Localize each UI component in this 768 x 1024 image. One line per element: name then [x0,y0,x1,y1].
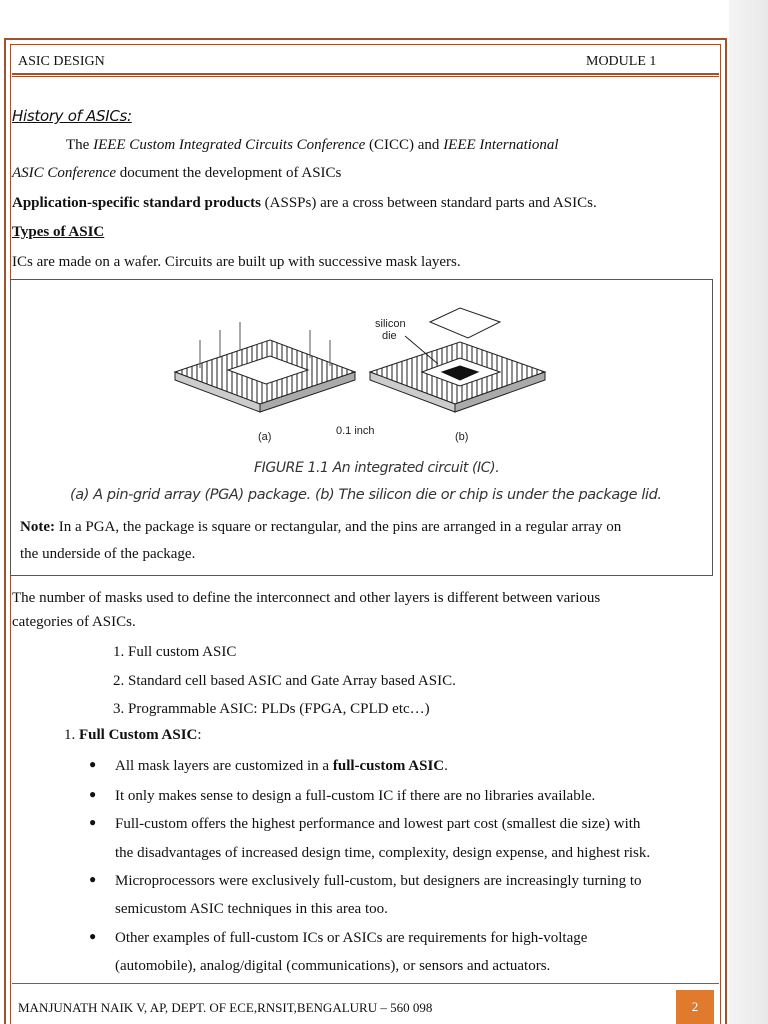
header-module: MODULE 1 [586,54,657,69]
label-scale: 0.1 inch [336,425,375,437]
bullet-4-line2: semicustom ASIC techniques in this area too. [115,901,388,917]
para4-line2: categories of ASICs. [12,614,136,630]
figure-caption-desc: (a) A pin-grid array (PGA) package. (b) The silicon die or chip is under the package lid. [70,487,662,503]
bullet-icon: ● [89,815,97,829]
para1-line2 [12,163,341,183]
bullet-4-line1: Microprocessors were exclusively full-custom, but designers are increasingly turning to [115,873,642,889]
bullet-1a: All mask layers are customized in a [115,758,333,774]
para2 [12,193,597,213]
label-silicon: silicon [375,318,406,330]
note-label: Note: [20,519,55,535]
bullet-1 [115,756,448,776]
para1-t3: (CICC) and [365,137,444,153]
history-heading: History of ASICs: [12,107,132,125]
para1-t6: document the development of ASICs [116,165,342,181]
pga-figure [160,300,580,450]
figure-caption-title: FIGURE 1.1 An integrated circuit (IC). [254,460,500,476]
para2-rest: (ASSPs) are a cross between standard parts and ASICs. [260,195,597,211]
types-heading: Types of ASIC [12,224,105,240]
bullet-icon: ● [89,929,97,943]
note-line2: the underside of the package. [20,546,196,562]
bullet-2: It only makes sense to design a full-custom IC if there are no libraries available. [115,788,596,804]
bullet-5-line2: (automobile), analog/digital (communications), or sensors and actuators. [115,958,551,974]
bullet-1c: . [444,758,448,774]
bullet-icon: ● [89,787,97,801]
para1-cicc: IEEE Custom Integrated Circuits Conference [93,137,366,153]
section-num: 1. [64,727,79,743]
package-a [175,322,355,412]
page-edge-shadow [729,0,768,1024]
note-text: In a PGA, the package is square or rectangular, and the pins are arranged in a regular array on [54,519,622,535]
header-rule-thin [12,76,719,77]
bullet-3-line1: Full-custom offers the highest performance and lowest part cost (smallest die size) with [115,816,641,832]
list-item-2: 2. Standard cell based ASIC and Gate Array based ASIC. [113,673,456,689]
bullet-1b: full-custom ASIC [332,758,445,774]
bullet-3-line2: the disadvantages of increased design time, complexity, design expense, and highest risk. [115,845,651,861]
header-title: ASIC DESIGN [18,54,105,69]
para2-bold: Application-specific standard products [12,195,261,211]
section-title: Full Custom ASIC [79,727,198,743]
section-colon: : [197,727,202,743]
note-line1 [20,517,621,537]
header-rule [12,73,719,75]
page-number: 2 [676,990,714,1024]
bullet-5-line1: Other examples of full-custom ICs or ASICs are requirements for high-voltage [115,930,588,946]
para1-line1 [66,135,559,155]
label-die: die [382,330,397,342]
para4-line1: The number of masks used to define the interconnect and other layers is different between various [12,590,601,606]
bullet-icon: ● [89,757,97,771]
para1-t1: The [66,137,94,153]
footer-author: MANJUNATH NAIK V, AP, DEPT. OF ECE,RNSIT,BENGALURU – 560 098 [18,1000,433,1015]
list-item-3: 3. Programmable ASIC: PLDs (FPGA, CPLD etc…) [113,701,430,717]
label-b: (b) [455,431,469,443]
label-a: (a) [258,431,272,443]
section-heading-full-custom [64,725,202,745]
footer-rule [12,983,719,984]
para1-ieee: IEEE International [443,137,559,153]
list-item-1: 1. Full custom ASIC [113,644,237,660]
para1-asic-conf: ASIC Conference [12,165,116,181]
bullet-icon: ● [89,872,97,886]
para3: ICs are made on a wafer. Circuits are built up with successive mask layers. [12,254,461,270]
